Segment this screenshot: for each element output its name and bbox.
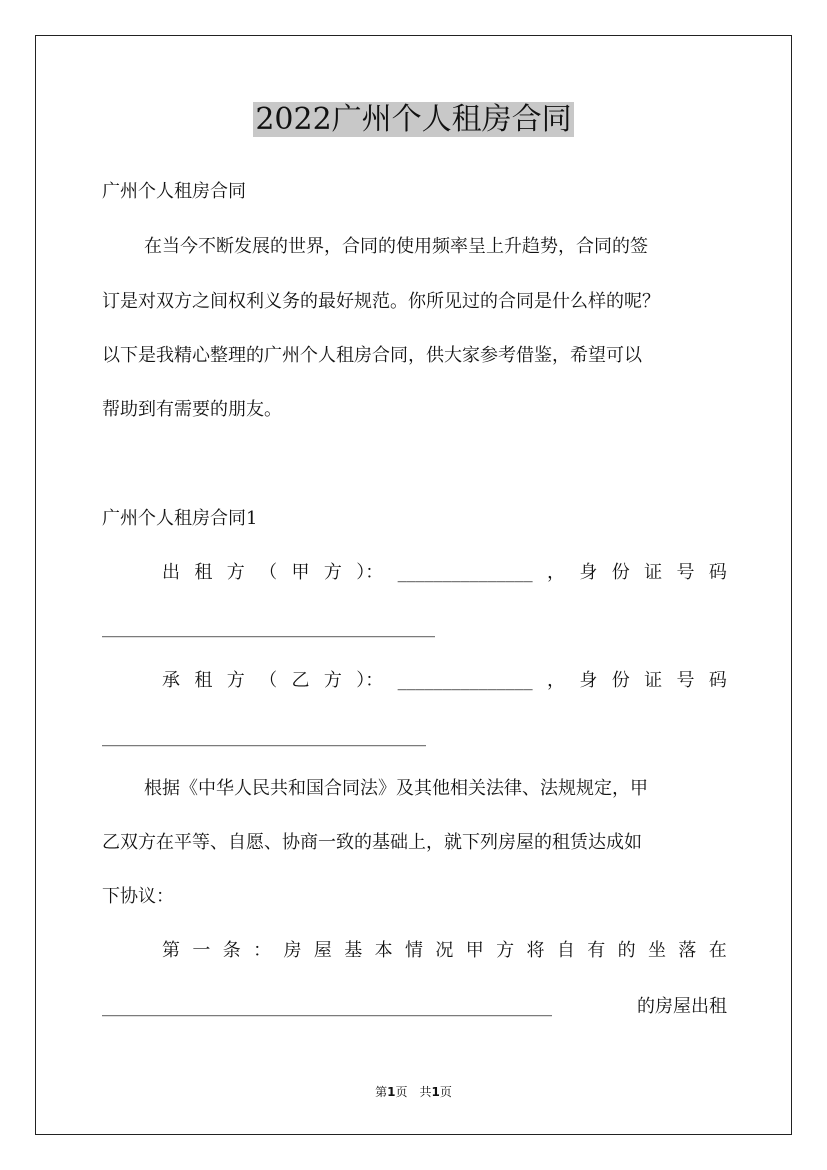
basis-line-1: 根据《中华人民共和国合同法》及其他相关法律、法规规定，甲 xyxy=(144,778,648,799)
article1-char: 条 xyxy=(222,940,241,961)
document-title-text: 2022广州个人租房合同 xyxy=(255,102,572,137)
article1-char: 有 xyxy=(587,940,606,961)
lessee-char: ， xyxy=(547,670,565,691)
lessee-char: 承 xyxy=(162,670,180,691)
article1-char: 第 xyxy=(162,940,180,961)
article1-char: 方 xyxy=(496,940,515,961)
article1-line-1 xyxy=(102,939,727,963)
lessor-char: 甲 xyxy=(291,562,310,583)
lessee-name-blank: _______________ xyxy=(397,670,533,691)
property-location-blank: __________________________________________________ xyxy=(102,996,552,1017)
lessee-id-blank: ____________________________________ xyxy=(102,726,426,747)
article1-char: 屋 xyxy=(313,940,332,961)
lessor-char: ， xyxy=(547,562,565,583)
lessor-char: 号 xyxy=(676,562,695,583)
basis-line-2: 乙双方在平等、自愿、协商一致的基础上，就下列房屋的租赁达成如 xyxy=(102,832,642,853)
lessor-char: 租 xyxy=(194,562,213,583)
page-footer xyxy=(0,1084,827,1100)
page-number: 1 xyxy=(387,1085,396,1099)
subtitle: 广州个人租房合同 xyxy=(102,181,246,202)
lessor-char: ）： xyxy=(356,562,384,583)
article1-line2-text: 的房屋出租 xyxy=(637,996,727,1017)
lessor-char: 码 xyxy=(708,562,727,583)
article1-char: 甲 xyxy=(465,940,484,961)
article1-char: 一 xyxy=(192,940,211,961)
lessor-char: （ xyxy=(259,562,278,583)
article1-char: 落 xyxy=(678,940,697,961)
lessor-char: 证 xyxy=(644,562,663,583)
article1-char: 基 xyxy=(344,940,363,961)
lessee-char: 方 xyxy=(226,670,245,691)
lessor-line xyxy=(102,561,727,585)
article1-char: 情 xyxy=(405,940,423,961)
basis-line-3: 下协议： xyxy=(102,886,174,907)
lessee-char: 乙 xyxy=(291,670,310,691)
article1-char: 的 xyxy=(617,940,636,961)
intro-line-1: 在当今不断发展的世界，合同的使用频率呈上升趋势，合同的签 xyxy=(144,236,648,257)
article1-char: 将 xyxy=(526,940,545,961)
lessee-char: 身 xyxy=(579,670,598,691)
document-title xyxy=(0,100,827,140)
lessor-char: 出 xyxy=(162,562,180,583)
lessee-char: 方 xyxy=(323,670,342,691)
intro-line-2: 订是对双方之间权利义务的最好规范。你所见过的合同是什么样的呢？ xyxy=(102,291,660,312)
article1-char: 坐 xyxy=(648,940,666,961)
footer-suffix: 页 xyxy=(439,1085,452,1099)
lessor-char: 方 xyxy=(323,562,342,583)
lessor-char: 份 xyxy=(611,562,630,583)
article1-char: ： xyxy=(253,940,272,961)
lessor-id-blank: _____________________________________ xyxy=(102,617,435,638)
lessee-char: （ xyxy=(259,670,278,691)
intro-line-4: 帮助到有需要的朋友。 xyxy=(102,399,282,420)
article1-char: 自 xyxy=(556,940,575,961)
lessee-char: 码 xyxy=(708,670,727,691)
article1-char: 本 xyxy=(374,940,393,961)
intro-line-3: 以下是我精心整理的广州个人租房合同，供大家参考借鉴，希望可以 xyxy=(102,345,642,366)
lessor-name-blank: _______________ xyxy=(397,562,533,583)
footer-prefix: 第 xyxy=(375,1085,388,1099)
lessee-char: 租 xyxy=(194,670,213,691)
lessee-char: 号 xyxy=(676,670,695,691)
lessee-char: 份 xyxy=(611,670,630,691)
footer-mid: 页 共 xyxy=(395,1085,432,1099)
article1-char: 在 xyxy=(708,940,727,961)
lessor-char: 方 xyxy=(226,562,245,583)
article1-line-2 xyxy=(102,995,727,1019)
lessor-char: 身 xyxy=(579,562,598,583)
lessee-line xyxy=(102,669,727,693)
lessee-char: 证 xyxy=(644,670,663,691)
lessee-char: ）： xyxy=(356,670,384,691)
article1-char: 况 xyxy=(435,940,454,961)
article1-char: 房 xyxy=(283,940,302,961)
section-heading: 广州个人租房合同1 xyxy=(102,508,258,529)
page-total: 1 xyxy=(431,1085,440,1099)
